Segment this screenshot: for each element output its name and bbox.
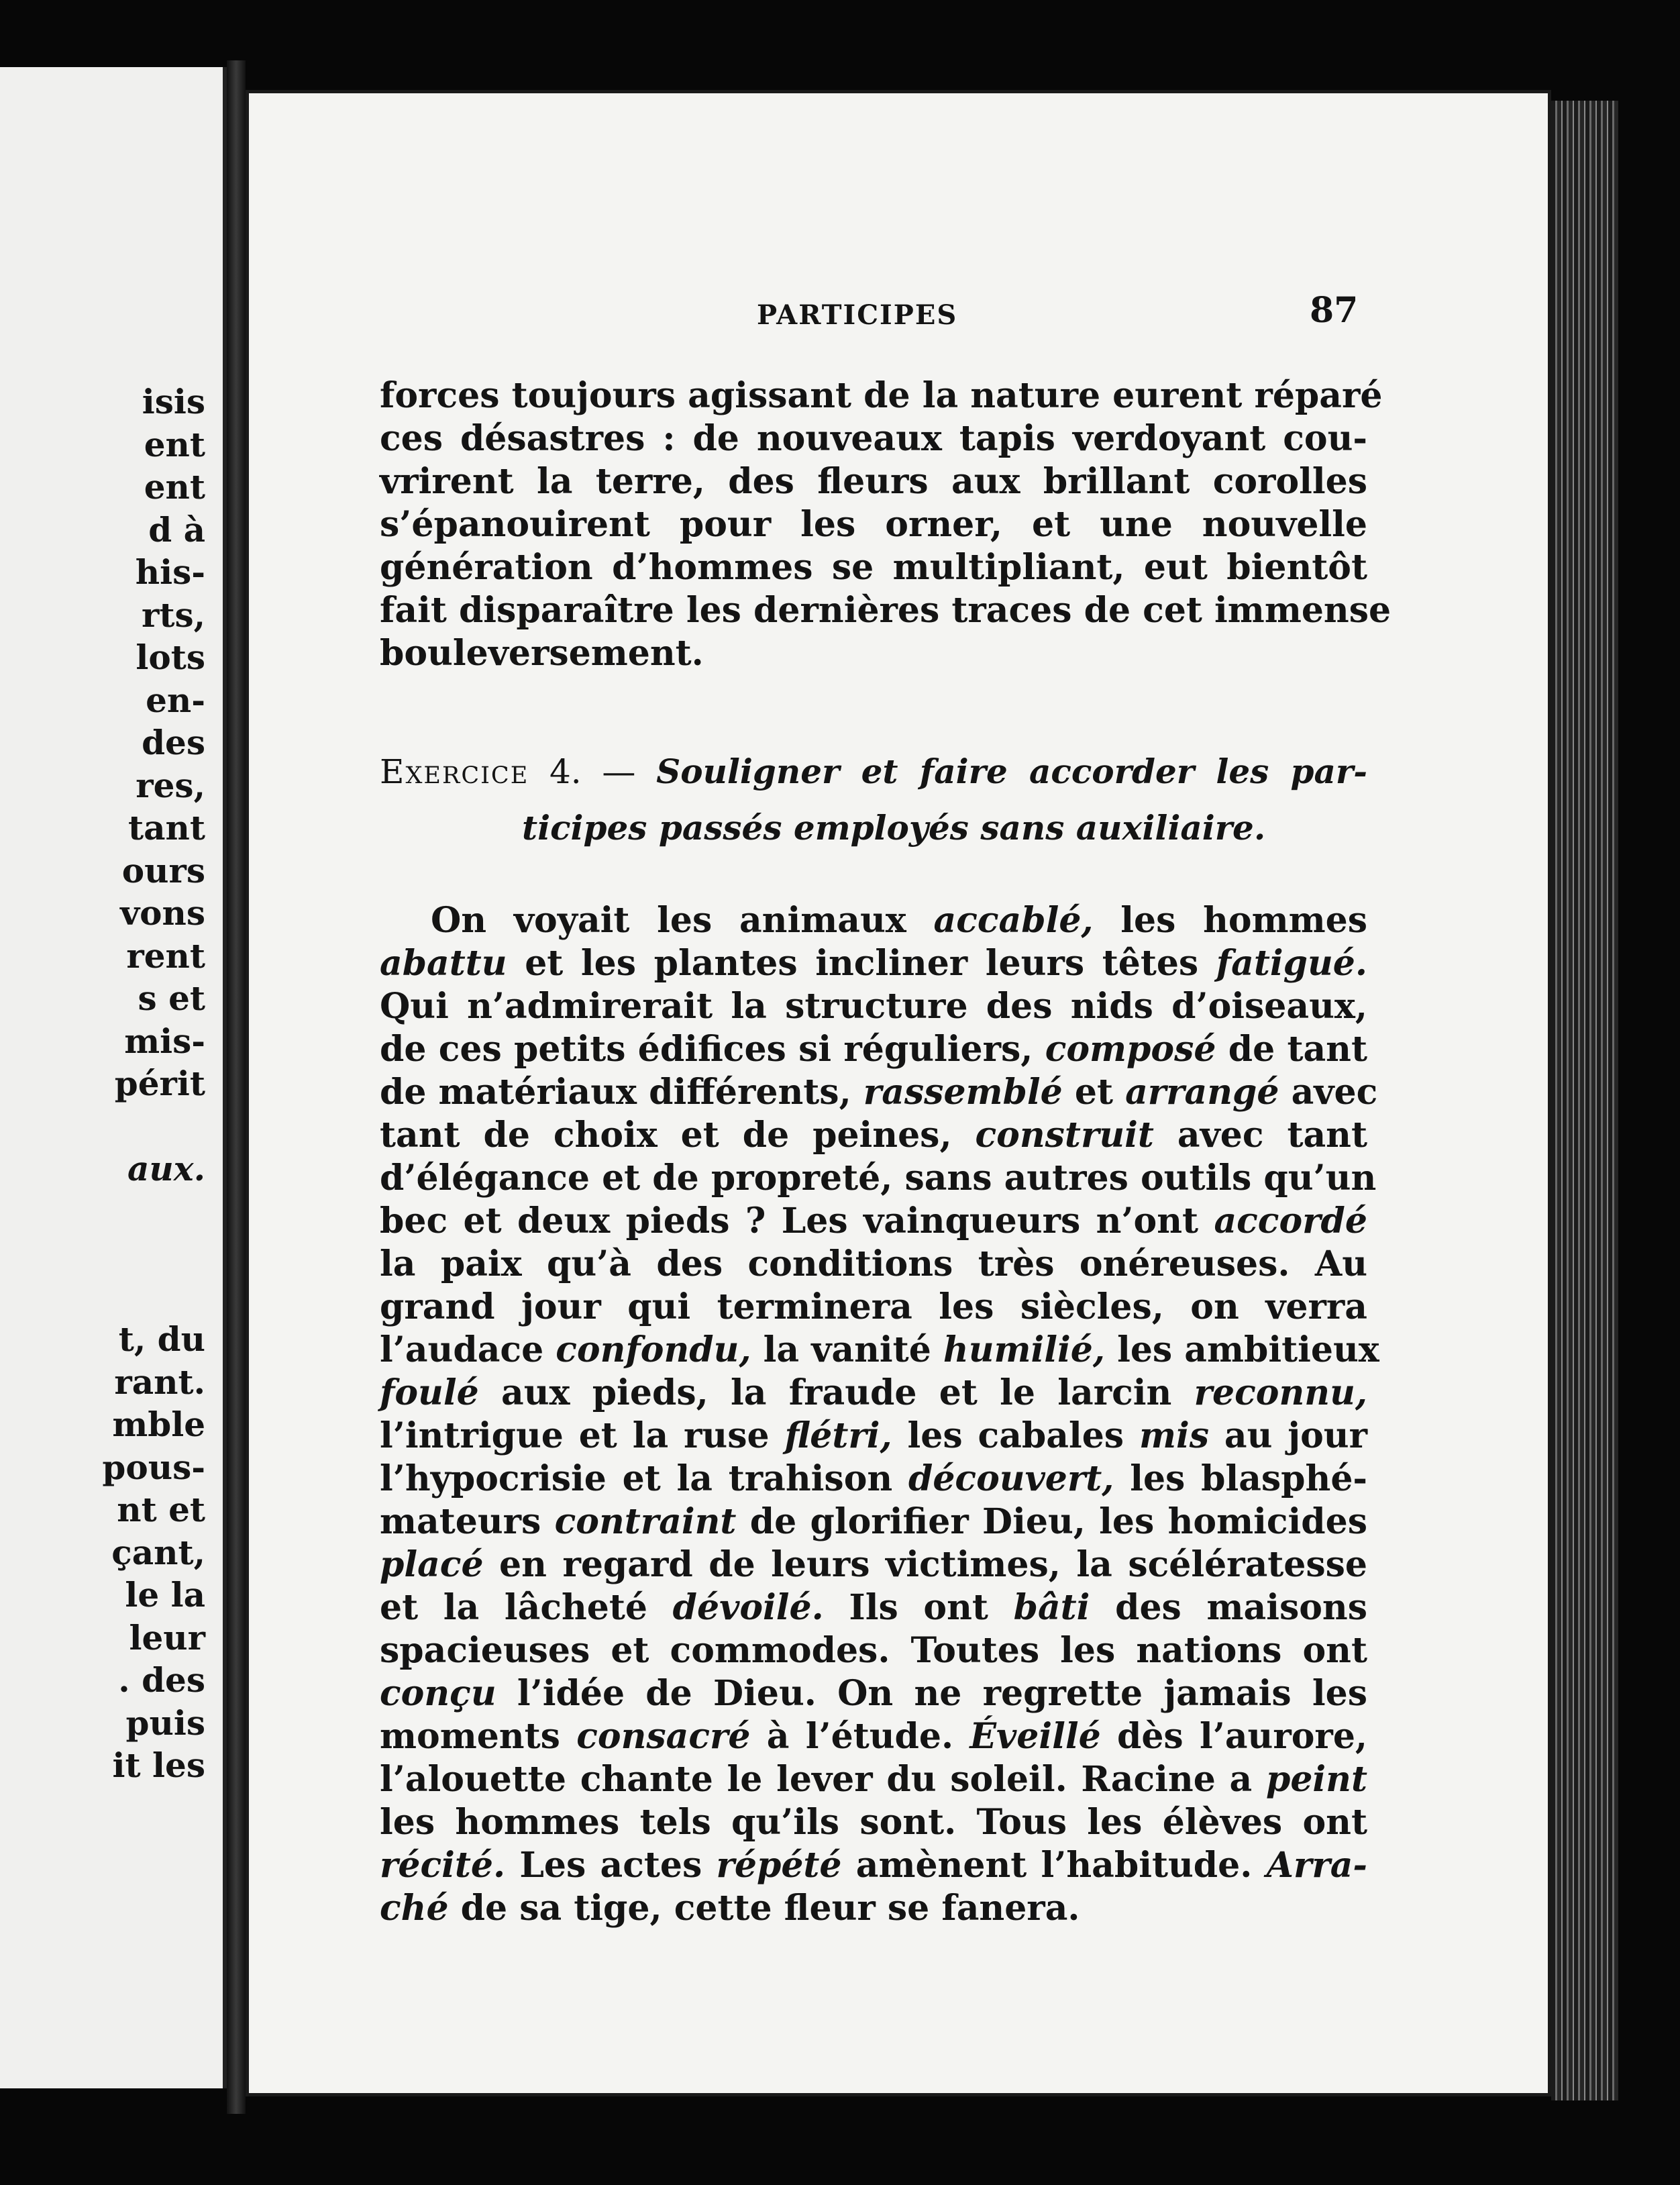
previous-page-line: çant,	[111, 1532, 205, 1572]
text-segment: l’intrigue et la ruse	[380, 1415, 785, 1456]
participle: Éveillé	[969, 1716, 1101, 1757]
participle: dévoilé.	[672, 1587, 824, 1628]
participle: bâti	[1013, 1587, 1090, 1628]
text-segment: les hommes	[1093, 900, 1367, 941]
text-segment: de tant	[1216, 1029, 1367, 1070]
text-segment: spacieuses et commodes. Toutes les nations ont	[380, 1630, 1367, 1671]
exercise-label: Exercice	[380, 752, 529, 791]
previous-page-line: mble	[112, 1405, 205, 1444]
exercise-line	[380, 1716, 1368, 1757]
exercise-line	[380, 1158, 1377, 1199]
exercise-line	[380, 1243, 1367, 1284]
participle: conçu	[380, 1673, 496, 1714]
participle: contraint	[554, 1501, 737, 1542]
text-segment: en regard de leurs victimes, la scélératesse	[483, 1544, 1367, 1585]
exercise-line	[380, 1544, 1367, 1585]
exercise-line	[380, 1072, 1378, 1113]
text-segment: des maisons	[1090, 1587, 1367, 1628]
text-segment: au jour	[1209, 1415, 1367, 1456]
exercise-line	[380, 1029, 1367, 1070]
participle: fatigué.	[1216, 943, 1367, 984]
previous-page-line: tant	[128, 808, 205, 848]
text-line: fait disparaître les dernières traces de cet immense	[380, 590, 1392, 631]
previous-page-line: puis	[125, 1703, 205, 1743]
participle: répété	[716, 1845, 842, 1886]
participle: confondu,	[556, 1329, 751, 1370]
page-number: 87	[1310, 290, 1359, 331]
text-segment: l’hypocrisie et la trahison	[380, 1458, 908, 1499]
text-segment: l’audace	[380, 1329, 556, 1370]
participle: humilié,	[943, 1329, 1105, 1370]
text-segment: les blasphé-	[1114, 1458, 1368, 1499]
previous-page-line: pous-	[102, 1447, 205, 1487]
text-segment: aux pieds, la fraude et le larcin	[478, 1372, 1194, 1413]
text-segment: grand jour qui terminera les siècles, on verra	[380, 1286, 1367, 1327]
text-segment: la paix qu’à des conditions très onéreuses. Au	[380, 1243, 1367, 1284]
exercise-line	[380, 1458, 1368, 1499]
previous-page-line: d à	[148, 509, 205, 550]
text-segment: avec tant	[1153, 1115, 1367, 1156]
previous-page-line: périt	[114, 1064, 205, 1103]
previous-page-line: aux.	[127, 1149, 205, 1188]
exercise-line	[380, 1802, 1367, 1843]
text-segment: bec et deux pieds ? Les vainqueurs n’ont	[380, 1201, 1214, 1241]
exercise-line	[380, 986, 1367, 1027]
previous-page-line: t, du	[118, 1319, 205, 1359]
text-segment: avec	[1279, 1072, 1378, 1113]
text-segment: l’alouette chante le lever du soleil. Racine a	[380, 1759, 1266, 1800]
participle: foulé	[380, 1372, 479, 1413]
text-segment: tant de choix et de peines,	[380, 1115, 976, 1156]
previous-page-line: le la	[125, 1575, 205, 1615]
text-line: vrirent la terre, des fleurs aux brillant corolles	[380, 461, 1367, 502]
previous-page-line: his-	[135, 552, 205, 592]
participle: accablé,	[933, 900, 1094, 941]
exercise-line	[380, 1201, 1367, 1241]
participle: récité.	[380, 1845, 506, 1886]
participle: reconnu,	[1194, 1372, 1367, 1413]
text-segment: moments	[380, 1716, 577, 1757]
text-line: s’épanouirent pour les orner, et une nouvelle	[380, 504, 1367, 545]
exercise-line	[380, 1115, 1367, 1156]
participle: accordé	[1214, 1201, 1367, 1241]
exercise-line	[380, 1587, 1367, 1628]
text-line: forces toujours agissant de la nature eurent réparé	[380, 375, 1383, 416]
participle: arrangé	[1125, 1072, 1279, 1113]
previous-page-line: vons	[120, 893, 205, 933]
text-segment: On voyait les animaux	[431, 900, 934, 941]
previous-page-line: leur	[129, 1617, 205, 1658]
exercise-line	[431, 900, 1367, 941]
previous-page-line: ent	[144, 467, 205, 507]
previous-page-line: nt et	[117, 1490, 205, 1529]
exercise-heading	[380, 752, 1367, 791]
previous-page-line: ent	[144, 424, 205, 464]
participle: peint	[1265, 1759, 1367, 1800]
text-segment: de matériaux différents,	[380, 1072, 863, 1113]
previous-page-line: . des	[118, 1660, 205, 1700]
text-segment: et les plantes incliner leurs têtes	[507, 943, 1216, 984]
exercise-line	[380, 943, 1367, 984]
page-edges	[1551, 101, 1618, 2100]
text-line: ces désastres : de nouveaux tapis verdoyant cou-	[380, 418, 1367, 459]
previous-page-line: rant.	[114, 1362, 205, 1402]
text-segment: Qui n’admirerait la structure des nids d’oiseaux,	[380, 986, 1367, 1027]
previous-page-line: it les	[112, 1745, 205, 1785]
text-segment: la vanité	[751, 1329, 943, 1370]
text-segment: à l’étude.	[750, 1716, 970, 1757]
text-line: bouleversement.	[380, 633, 704, 674]
exercise-instruction: Souligner et faire accorder les par-	[656, 752, 1367, 791]
exercise-number: 4. —	[549, 752, 636, 791]
exercise-line	[380, 1372, 1367, 1413]
text-segment: d’élégance et de propreté, sans autres outils qu’un	[380, 1158, 1377, 1199]
book-gutter	[227, 60, 246, 2114]
participle: construit	[975, 1115, 1154, 1156]
running-head: PARTICIPES	[757, 299, 958, 331]
text-line: génération d’hommes se multipliant, eut bientôt	[380, 547, 1367, 588]
previous-page-line: mis-	[124, 1021, 205, 1061]
previous-page-line: s et	[138, 978, 205, 1018]
participle: consacré	[576, 1716, 751, 1757]
exercise-instruction-continued: ticipes passés employés sans auxiliaire.	[522, 808, 1266, 848]
previous-page-line: en-	[146, 680, 205, 720]
participle: ché	[380, 1888, 449, 1929]
text-segment: amènent l’habitude.	[841, 1845, 1267, 1886]
participle: mis	[1139, 1415, 1210, 1456]
text-segment: les cabales	[892, 1415, 1139, 1456]
previous-page-fragment	[0, 67, 227, 2088]
previous-page-line: res,	[136, 765, 205, 805]
participle: placé	[380, 1544, 484, 1585]
exercise-line	[380, 1630, 1367, 1671]
participle: découvert,	[908, 1458, 1114, 1499]
participle: flétri,	[784, 1415, 892, 1456]
text-segment: de ces petits édifices si réguliers,	[380, 1029, 1045, 1070]
previous-page-line: ours	[121, 850, 205, 891]
exercise-line	[380, 1415, 1367, 1456]
text-segment: dès l’aurore,	[1100, 1716, 1368, 1757]
participle: rassemblé	[863, 1072, 1063, 1113]
exercise-line	[380, 1888, 1367, 1929]
exercise-line	[380, 1673, 1367, 1714]
text-segment: de sa tige, cette fleur se fanera.	[448, 1888, 1080, 1929]
text-segment: de glorifier Dieu, les homicides	[736, 1501, 1367, 1542]
participle: composé	[1045, 1029, 1216, 1070]
text-segment: Les actes	[505, 1845, 717, 1886]
exercise-line	[380, 1329, 1379, 1370]
text-segment: Ils ont	[823, 1587, 1014, 1628]
exercise-line	[380, 1759, 1367, 1800]
text-segment: les hommes tels qu’ils sont. Tous les élèves ont	[380, 1802, 1367, 1843]
exercise-line	[380, 1286, 1367, 1327]
text-segment: l’idée de Dieu. On ne regrette jamais les	[496, 1673, 1367, 1714]
previous-page-line: rts,	[142, 595, 205, 635]
text-segment: et la lâcheté	[380, 1587, 673, 1628]
previous-page-line: des	[142, 723, 205, 762]
participle: abattu	[380, 943, 507, 984]
previous-page-line: lots	[136, 638, 205, 677]
participle: Arra-	[1266, 1845, 1368, 1886]
text-segment: mateurs	[380, 1501, 555, 1542]
text-segment: et	[1062, 1072, 1126, 1113]
previous-page-line: isis	[142, 382, 205, 421]
previous-page-line: rent	[126, 935, 205, 976]
text-segment: les ambitieux	[1104, 1329, 1379, 1370]
exercise-line	[380, 1845, 1368, 1886]
exercise-line	[380, 1501, 1367, 1542]
